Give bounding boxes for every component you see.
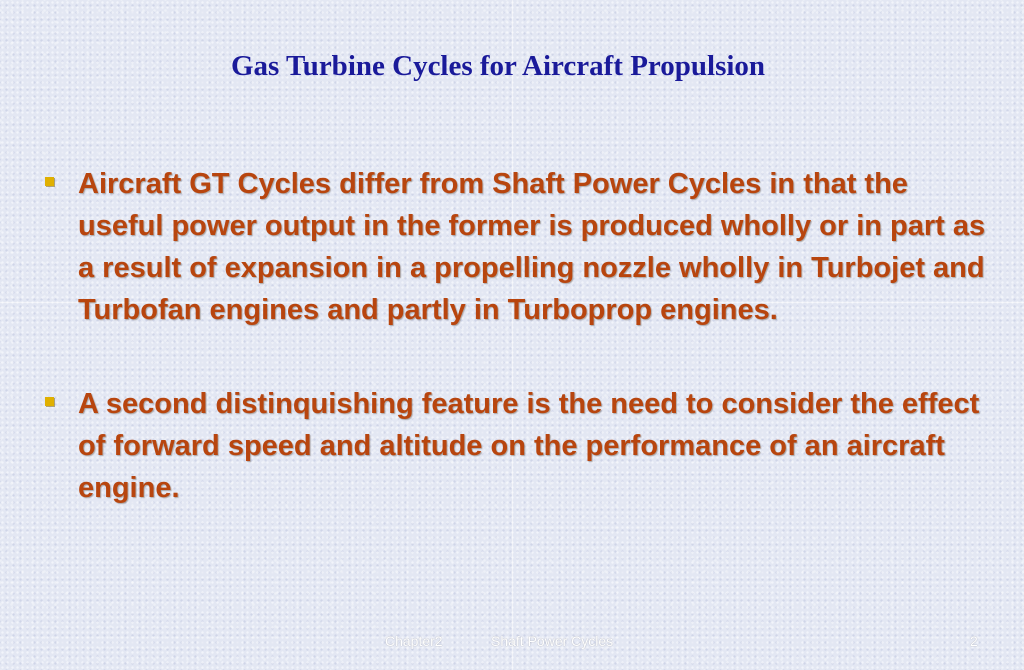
page-number: 2 bbox=[970, 633, 978, 649]
bullet-text: A second distinquishing feature is the need to consider the effect of forward speed and altitude on the performance of an aircraft engine. bbox=[78, 388, 980, 504]
square-bullet-icon bbox=[45, 397, 54, 406]
footer-chapter: Chapter2 bbox=[385, 633, 443, 649]
square-bullet-icon bbox=[45, 177, 54, 186]
bullet-item bbox=[40, 383, 1000, 509]
bullet-list bbox=[40, 163, 1000, 509]
slide-title: Gas Turbine Cycles for Aircraft Propulsion bbox=[230, 50, 766, 82]
slide-footer bbox=[0, 633, 1024, 653]
bullet-text: Aircraft GT Cycles differ from Shaft Power Cycles in that the useful power output in the former is produced wholly or in part as a result of expansion in a propelling nozzle wholly in Turbojet and Turbofan engines and partly in Turboprop engines. bbox=[78, 168, 986, 326]
footer-title: Shaft Power Cycles bbox=[491, 633, 614, 649]
bullet-item bbox=[40, 163, 1000, 331]
